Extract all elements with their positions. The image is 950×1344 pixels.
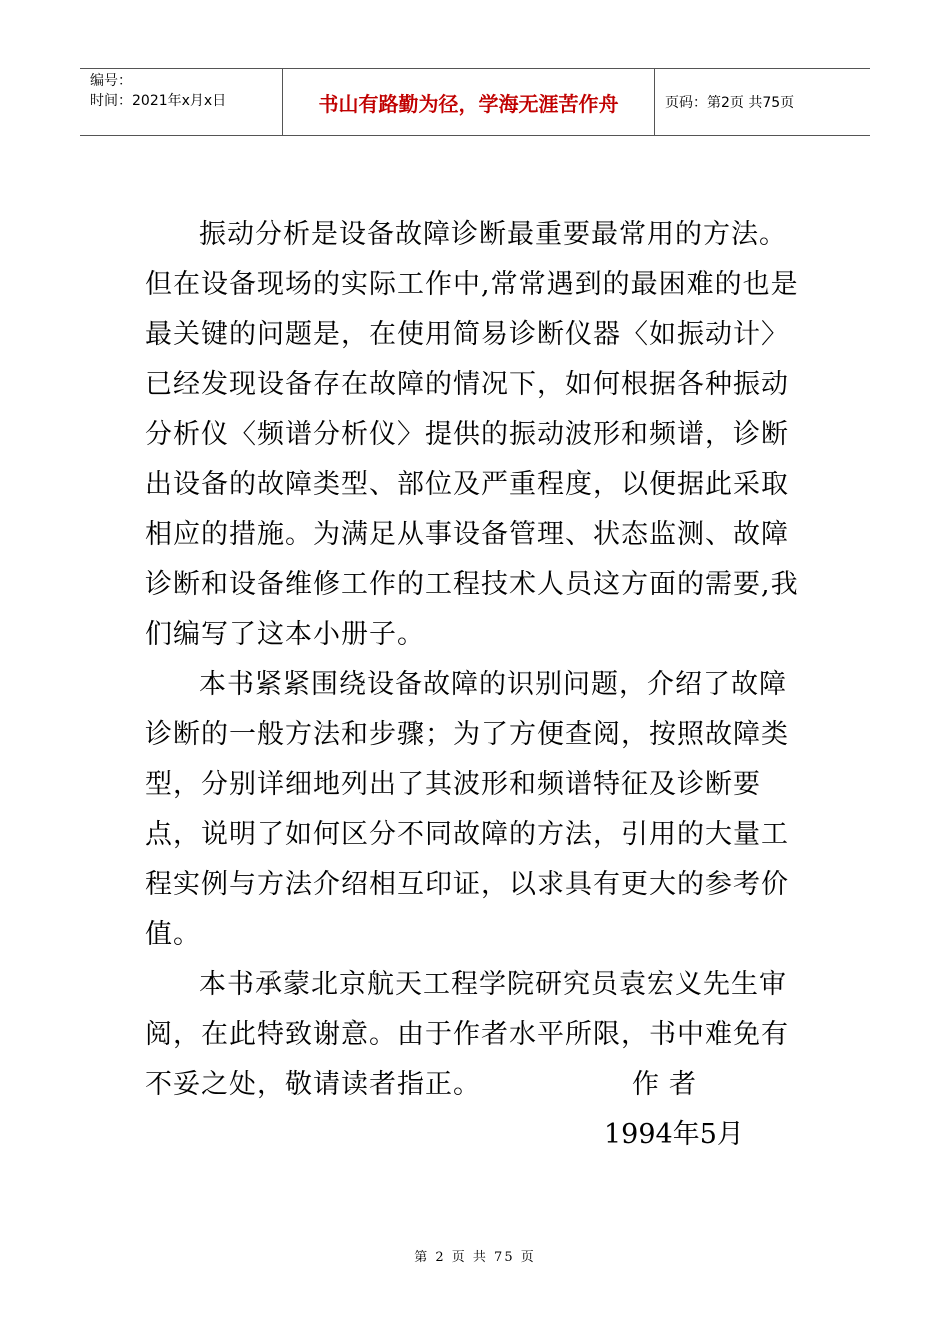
header-motto: 书山有路勤为径，学海无涯苦作舟 bbox=[283, 69, 655, 135]
preface-body bbox=[145, 210, 810, 1110]
page-header bbox=[80, 68, 870, 136]
page-footer: 第 2 页 共 75 页 bbox=[414, 1250, 536, 1265]
document-number-label: 编号： bbox=[90, 73, 132, 89]
paragraph-1: 振动分析是设备故障诊断最重要最常用的方法。但在设备现场的实际工作中,常常遇到的最困难的也是最关键的问题是，在使用简易诊断仪器〈如振动计〉已经发现设备存在故障的情况下，如何根据各种振动分析仪〈频谱分析仪〉提供的振动波形和频谱，诊断出设备的故障类型、部位及严重程度，以便据此采取相应的措施。为满足从事设备管理、状态监测、故障诊断和设备维修工作的工程技术人员这方面的需要,我们编写了这本小册子。 bbox=[145, 219, 799, 650]
signature-date: 1994年5月 bbox=[604, 1119, 744, 1150]
paragraph-3: 本书承蒙北京航天工程学院研究员袁宏义先生审阅，在此特致谢意。由于作者水平所限，书中难免有不妥之处，敬请读者指正。 bbox=[145, 969, 789, 1100]
header-meta bbox=[80, 69, 283, 135]
header-page-info: 页码：第2页 共75页 bbox=[665, 95, 795, 111]
author-signature: 作者 bbox=[632, 1069, 706, 1100]
document-time: 时间：2021年x月x日 bbox=[90, 93, 227, 109]
paragraph-2: 本书紧紧围绕设备故障的识别问题，介绍了故障诊断的一般方法和步骤；为了方便查阅，按照故障类型，分别详细地列出了其波形和频谱特征及诊断要点，说明了如何区分不同故障的方法，引用的大量工程实例与方法介绍相互印证，以求具有更大的参考价值。 bbox=[145, 669, 789, 950]
